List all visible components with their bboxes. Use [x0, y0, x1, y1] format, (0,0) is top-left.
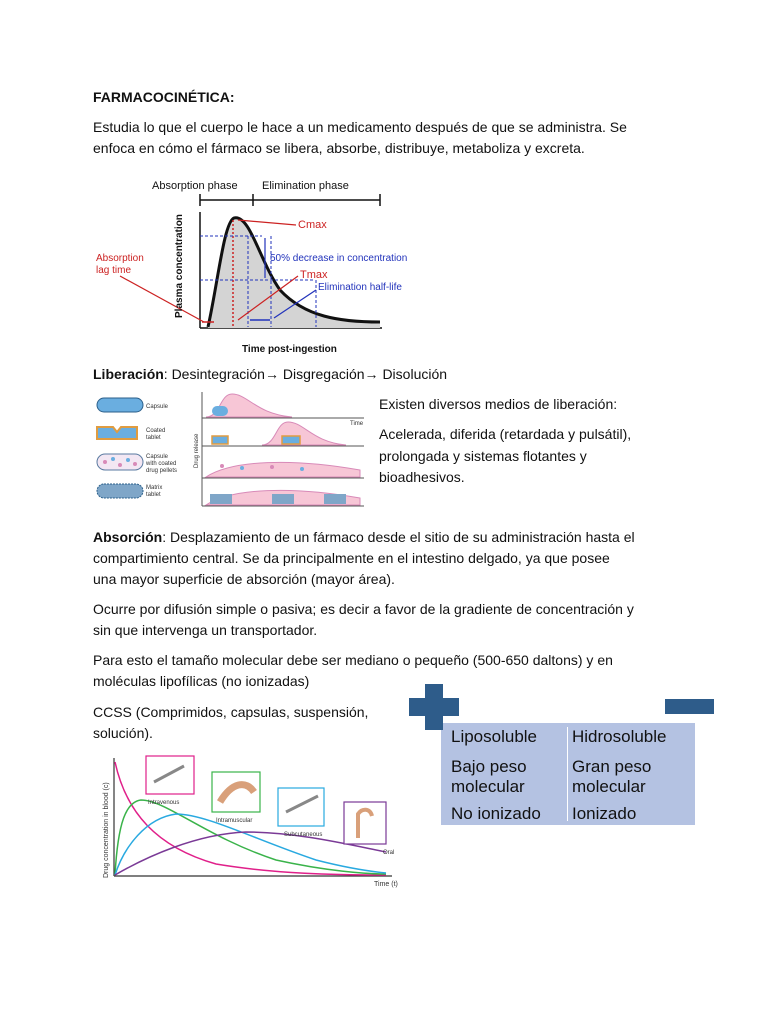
- elimination-phase-label: Elimination phase: [262, 180, 349, 192]
- routes-ylabel: Drug concentration in blood (c): [103, 782, 110, 878]
- release-figure: [92, 390, 370, 510]
- hidrosoluble-item-1a: Gran peso: [572, 757, 652, 776]
- liberacion-label: Liberación: [93, 366, 164, 382]
- pk-xlabel: Time post-ingestion: [242, 344, 337, 355]
- subcutaneous-label: Subcutaneous: [284, 832, 323, 838]
- lag-time-label-2: lag time: [96, 265, 132, 276]
- minus-icon: [665, 699, 714, 714]
- tamano-line-2: moléculas lipofílicas (no ionizadas): [93, 673, 310, 689]
- absorcion-line-1: [93, 527, 635, 549]
- plus-icon: [409, 684, 459, 730]
- lag-time-label-1: Absorption: [96, 253, 144, 264]
- half-life-label: Elimination half-life: [318, 282, 402, 293]
- liposoluble-item-2: No ionizado: [451, 804, 541, 823]
- oral-label: Oral: [383, 850, 395, 856]
- hidrosoluble-item-2: Ionizado: [572, 804, 637, 823]
- capsule-label: Capsule: [146, 404, 169, 410]
- cmax-label: Cmax: [298, 219, 327, 231]
- pellets-label-1: Capsule: [146, 454, 169, 460]
- release-xlabel: Time: [350, 421, 364, 427]
- liposoluble-item-1a: Bajo peso: [451, 757, 527, 776]
- absorcion-text: : Desplazamiento de un fármaco desde el sitio de su administración hasta el: [162, 529, 635, 545]
- page-heading: FARMACOCINÉTICA:: [93, 89, 235, 105]
- pellets-label-2: with coated: [146, 461, 177, 467]
- ccss-line-1: CCSS (Comprimidos, capsulas, suspensión,: [93, 704, 369, 720]
- absorption-phase-label: Absorption phase: [152, 180, 238, 192]
- liberacion-line: [93, 364, 447, 386]
- liposoluble-title: Liposoluble: [451, 727, 538, 746]
- intramuscular-label: Intramuscular: [216, 818, 253, 824]
- absorcion-line-3: una mayor superficie de absorción (mayor área).: [93, 571, 395, 587]
- medios-line-4: bioadhesivos.: [379, 469, 465, 485]
- liberacion-text: : Desintegración→ Disgregación→ Disolución: [163, 366, 448, 382]
- comparison-divider: [567, 727, 568, 821]
- pk-ylabel: Plasma concentration: [174, 214, 185, 318]
- decrease-label: 50% decrease in concentration: [270, 253, 408, 264]
- ccss-line-2: solución).: [93, 725, 153, 741]
- routes-figure: [96, 752, 402, 890]
- pellets-label-3: drug pellets: [146, 468, 178, 474]
- medios-line-2: Acelerada, diferida (retardada y pulsátil),: [379, 426, 632, 442]
- tmax-label: Tmax: [300, 269, 328, 281]
- medios-line-3: prolongada y sistemas flotantes y: [379, 448, 587, 464]
- coated-label-1: Coated: [146, 428, 166, 434]
- intro-line-2: enfoca en cómo el fármaco se libera, absorbe, distribuye, metaboliza y excreta.: [93, 140, 585, 156]
- release-ylabel: Drug release: [194, 433, 200, 468]
- difusion-line-1: Ocurre por difusión simple o pasiva; es decir a favor de la gradiente de concentración y: [93, 601, 634, 617]
- matrix-label-2: tablet: [146, 492, 161, 498]
- intravenous-label: Intravenous: [148, 800, 180, 806]
- hidrosoluble-column: [572, 727, 667, 824]
- intro-line-1: Estudia lo que el cuerpo le hace a un medicamento después de que se administra. Se: [93, 119, 627, 135]
- matrix-label-1: Matrix: [146, 485, 163, 491]
- tamano-line-1: Para esto el tamaño molecular debe ser mediano o pequeño (500-650 daltons) y en: [93, 652, 613, 668]
- pk-curve-figure: [90, 172, 408, 358]
- absorcion-line-2: compartimiento central. Se da principalmente en el intestino delgado, ya que posee: [93, 550, 610, 566]
- routes-xlabel: Time (t): [374, 881, 398, 888]
- hidrosoluble-item-1b: molecular: [572, 777, 646, 796]
- liposoluble-item-1b: molecular: [451, 777, 525, 796]
- liposoluble-column: [451, 727, 541, 824]
- absorcion-label: Absorción: [93, 529, 163, 545]
- hidrosoluble-title: Hidrosoluble: [572, 727, 667, 746]
- difusion-line-2: sin que intervenga un transportador.: [93, 622, 318, 638]
- coated-label-2: tablet: [146, 435, 161, 441]
- medios-line-1: Existen diversos medios de liberación:: [379, 396, 618, 412]
